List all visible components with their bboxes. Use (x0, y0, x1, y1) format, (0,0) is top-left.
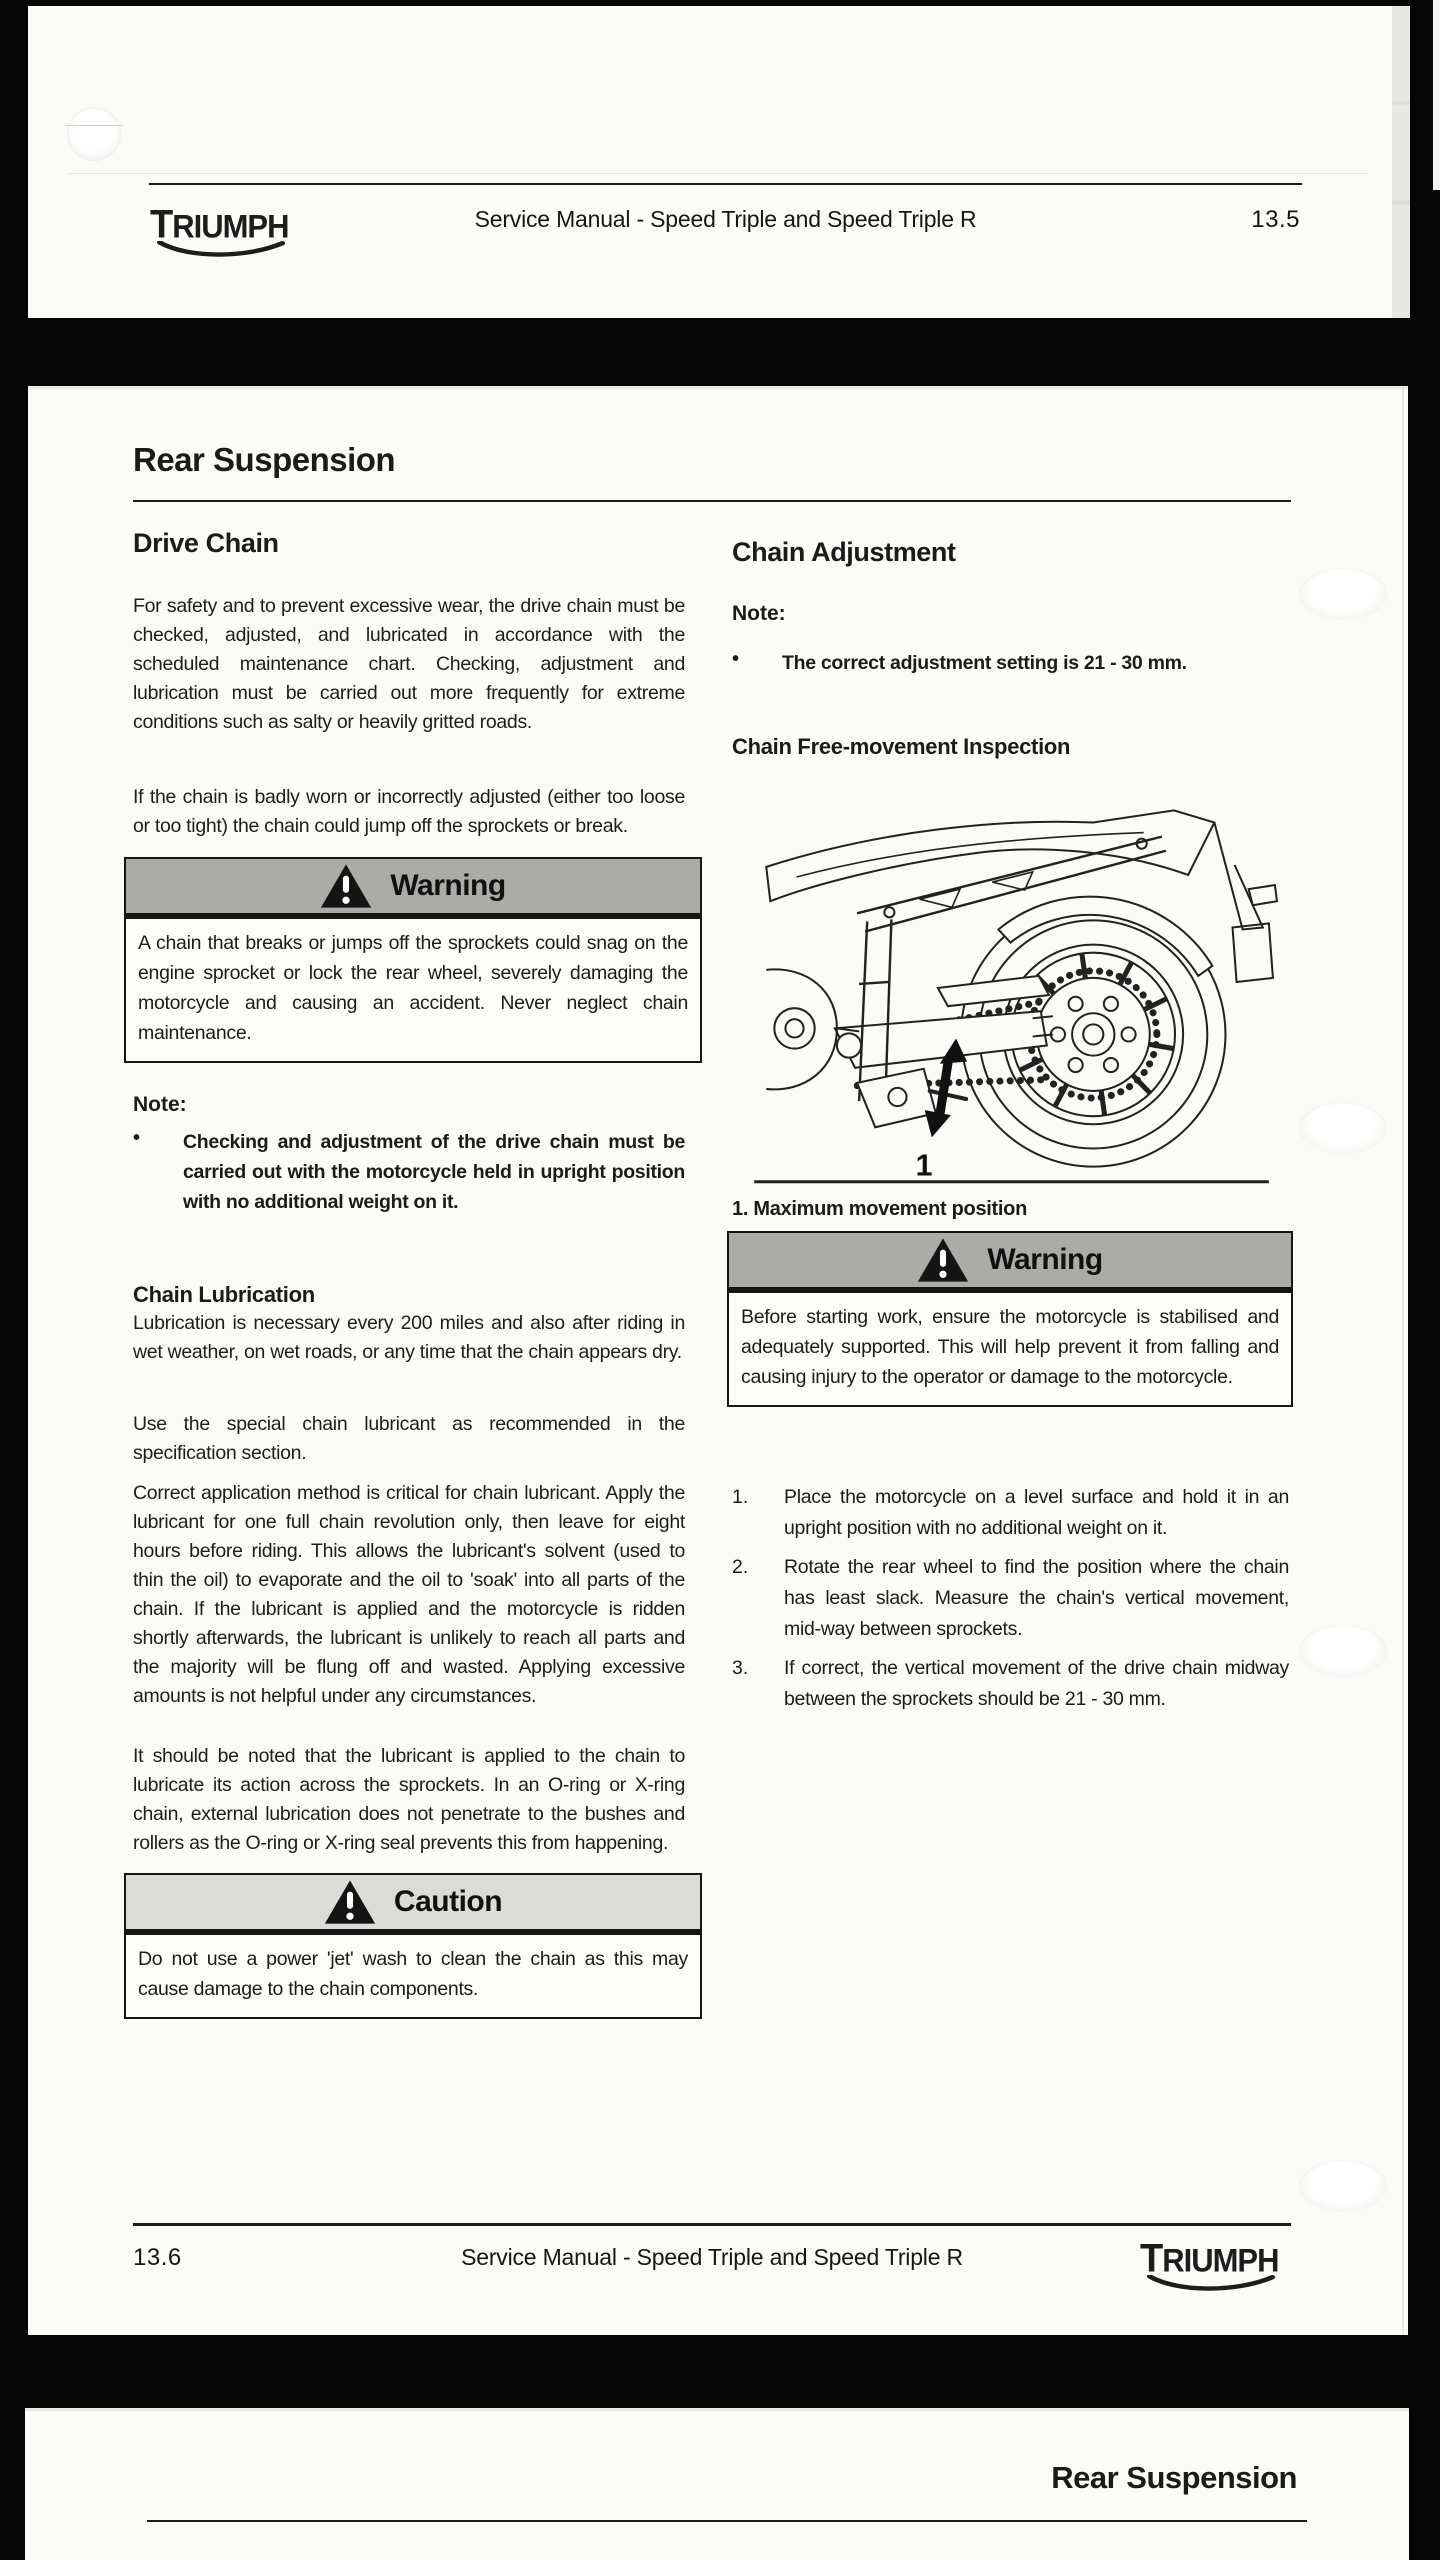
section-title: Rear Suspension (133, 441, 396, 478)
step-item (732, 1482, 1289, 1544)
warning-box (124, 857, 702, 1063)
warning-body: A chain that breaks or jumps off the sprockets could snag on the engine sprocket or lock the rear wheel, severely damaging the motorcycle and causing an accident. Never neglect chain maintenance. (138, 932, 688, 1044)
section-rule (133, 500, 1291, 502)
step-item (732, 1552, 1289, 1645)
bullet-icon: • (732, 648, 740, 670)
caution-triangle-icon (324, 1879, 376, 1925)
punch-hole (67, 107, 121, 161)
note-item (133, 1127, 685, 1217)
header-page-number: 13.5 (1251, 206, 1300, 233)
note-item (732, 648, 1289, 678)
header-rule (149, 183, 1302, 185)
right-sub-heading: Chain Free-movement Inspection (732, 734, 1071, 759)
header-title: Service Manual - Speed Triple and Speed Triple R (474, 206, 977, 232)
paragraph: For safety and to prevent excessive wear, the drive chain must be checked, adjusted, and lubricated in accordance with the scheduled maintenance chart. Checking, adjustment and lubrication must be carried out more frequently for extreme conditions such as salty or heavily gritted roads. (133, 595, 685, 733)
caution-title: Caution (393, 1885, 503, 1918)
footer-title: Service Manual - Speed Triple and Speed Triple R (461, 2244, 963, 2270)
warning-body: Before starting work, ensure the motorcycle is stabilised and adequately supported. This will help prevent it from falling and causing injury to the operator or damage to the motorcycle. (741, 1306, 1279, 1388)
punch-hole (1299, 1625, 1387, 1677)
procedure-steps (732, 1482, 1289, 1723)
caution-body: Do not use a power 'jet' wash to clean the chain as this may cause damage to the chain components. (138, 1948, 688, 2000)
page-top-edge (25, 2408, 1409, 2411)
note-label: Note: (133, 1093, 187, 1116)
paragraph: Correct application method is critical for chain lubricant. Apply the lubricant for one full chain revolution only, then leave for eight hours before riding. This allows the lubricant's solvent (used to thin the oil) to evaporate and the oil to 'soak' into all parts of the chain. If the lubricant is applied and the motorcycle is ridden shortly afterwards, the lubricant is unlikely to reach all parts and the majority will be flung off and wasted. Applying excessive amounts is not helpful under any circumstances. (133, 1482, 685, 1707)
punch-hole (1299, 1102, 1387, 1154)
paragraph: Use the special chain lubricant as recommended in the specification section. (133, 1413, 685, 1464)
paragraph: If the chain is badly worn or incorrectly adjusted (either too loose or too tight) the chain could jump off the sprockets or break. (133, 786, 685, 837)
figure-caption: 1. Maximum movement position (732, 1198, 1027, 1220)
warning-title: Warning (390, 869, 506, 902)
figure-item-label: 1 (915, 1149, 933, 1183)
caution-box-header (126, 1875, 700, 1935)
page-crease (68, 173, 1368, 174)
warning-box-header (126, 859, 700, 919)
left-sub-heading: Chain Lubrication (133, 1282, 315, 1307)
step-text: If correct, the vertical movement of the drive chain midway between the sprockets should be 21 - 30 mm. (784, 1657, 1289, 1710)
caution-box (124, 1873, 702, 2019)
note-text: Checking and adjustment of the drive chain must be carried out with the motorcycle held in upright position with no additional weight on it. (183, 1131, 685, 1213)
paragraph: It should be noted that the lubricant is applied to the chain to lubricate its action across the sprockets. In an O-ring or X-ring chain, external lubrication does not penetrate to the bushes and rollers as the O-ring or X-ring seal prevents this from happening. (133, 1745, 685, 1854)
page-top-fragment (28, 6, 1392, 318)
triumph-logo-text: TRIUMPH (1140, 2237, 1279, 2281)
paragraph: Lubrication is necessary every 200 miles and also after riding in wet weather, on wet roads, or any time that the chain appears dry. (133, 1312, 685, 1363)
next-page-section-title: Rear Suspension (1051, 2460, 1297, 2495)
step-number: 1. (732, 1486, 749, 1508)
left-column-heading: Drive Chain (133, 528, 279, 558)
step-number: 3. (732, 1657, 749, 1679)
page-bottom-fragment (25, 2408, 1409, 2560)
page-right-edge-line (1402, 386, 1404, 2335)
punch-hole (1299, 568, 1387, 620)
chain-inspection-figure (738, 780, 1283, 1194)
page-main (28, 386, 1408, 2335)
next-page-rule (147, 2520, 1307, 2522)
note-label: Note: (732, 602, 786, 625)
footer-rule (133, 2223, 1291, 2226)
triumph-logo-text: TRIUMPH (150, 203, 289, 247)
warning-box (727, 1231, 1293, 1407)
note-text: The correct adjustment setting is 21 - 30 mm. (782, 652, 1187, 674)
warning-box-header (729, 1233, 1291, 1293)
warning-triangle-icon (320, 863, 372, 909)
warning-triangle-icon (917, 1237, 969, 1283)
triumph-logo (1140, 2238, 1290, 2281)
right-column-heading: Chain Adjustment (732, 537, 956, 567)
page-stack-edge (1392, 6, 1410, 318)
step-text: Rotate the rear wheel to find the position where the chain has least slack. Measure the chain's vertical movement, mid-way between sprockets. (784, 1556, 1289, 1640)
step-text: Place the motorcycle on a level surface and hold it in an upright position with no additional weight on it. (784, 1486, 1289, 1539)
step-item (732, 1653, 1289, 1715)
triumph-logo-swoosh-icon (156, 241, 288, 257)
punch-hole (1299, 2160, 1387, 2212)
page-edge-sliver (1433, 0, 1440, 190)
triumph-logo-swoosh-icon (1146, 2275, 1278, 2291)
motorcycle-rear-diagram (738, 780, 1283, 1194)
footer-page-number: 13.6 (133, 2244, 182, 2271)
step-number: 2. (732, 1556, 749, 1578)
page-top-edge (28, 386, 1408, 389)
bullet-icon: • (133, 1127, 141, 1149)
warning-title: Warning (987, 1243, 1103, 1276)
